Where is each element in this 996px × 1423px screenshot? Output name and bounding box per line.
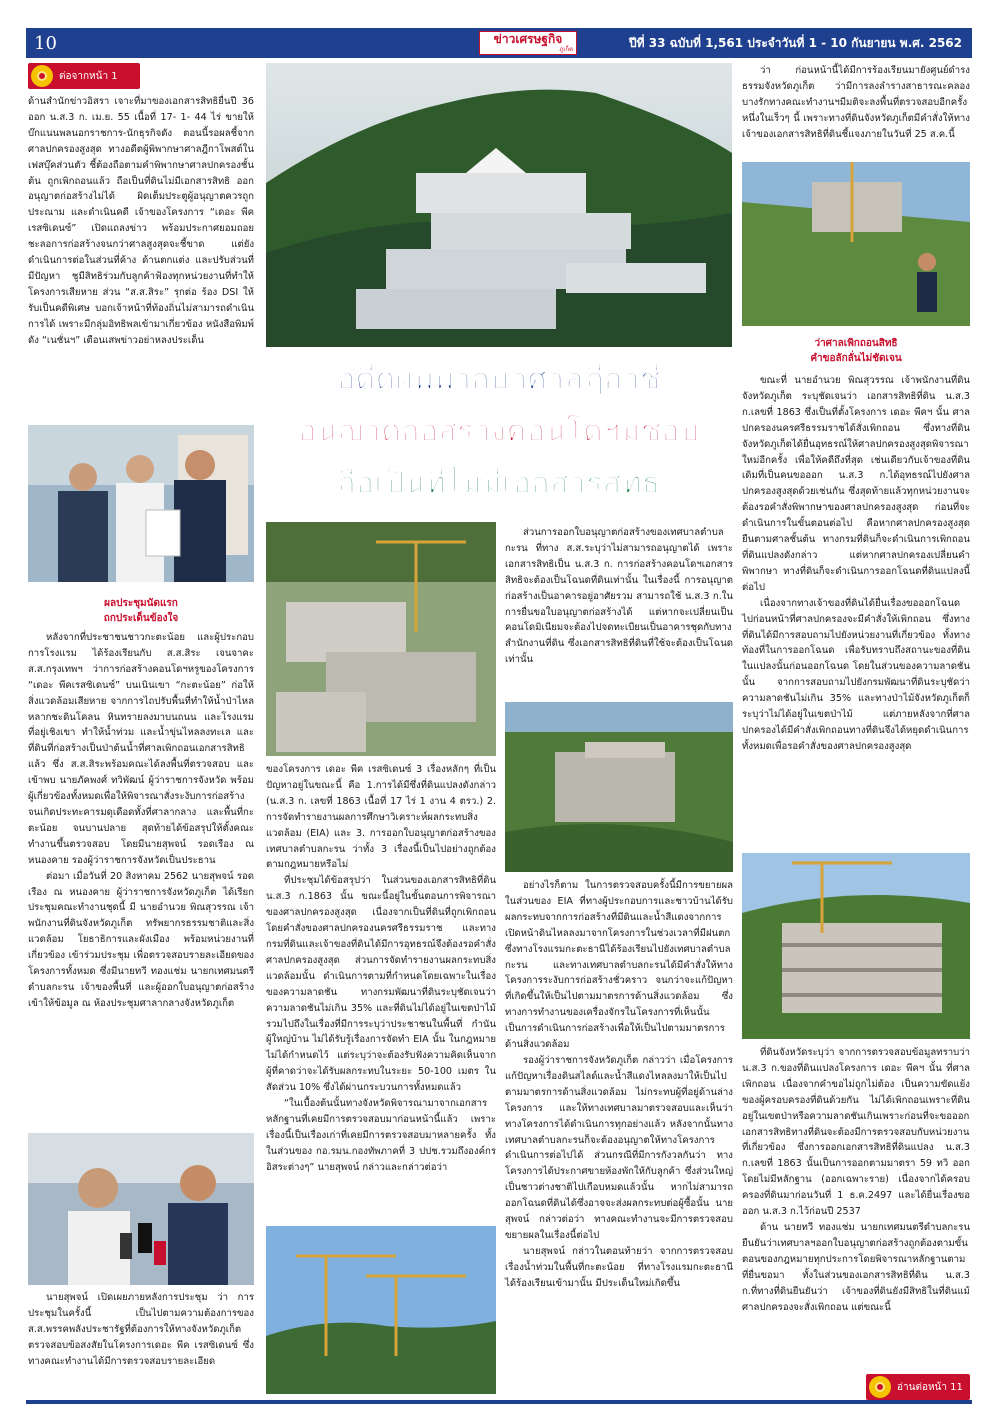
photo-interview bbox=[28, 1133, 254, 1285]
column-3-body bbox=[505, 878, 733, 1292]
body-paragraph: เนื่องจากทางเจ้าของที่ดินได้ยื่นเรื่องขอออกโฉนดไปก่อนหน้าที่ศาลปกครองจะมีคำสั่งให้เพิกถอน ซึ่งทางที่ดินได้มีการสอบถามไปยังหน่วยงานที่เกี่ยวข้อง ทั้งทางท้องที่ในการออกโฉนด เพื่อรับทราบถึงสถานะของที่ดินในแปลงนั้นก่อนออกโฉนด โดยในส่วนของความลาดชันนั้น จากการสอบถามไปยังกรมพัฒนาที่ดินระบุชัดว่าความลาดชันไม่เกิน 35% และทางป่าไม้จังหวัดภูเก็ตก็ระบุว่าไม่ได้อยู่ในเขตป่าไม้ แต่ภายหลังจากที่ศาลปกครองได้มีคำสั่งเพิกถอนทางที่ดินจึงได้หยุดดำเนินการทั้งหมดเพื่อรอคำสั่งของศาลปกครองสูงสุด bbox=[742, 597, 970, 752]
column-1-lead bbox=[28, 94, 254, 349]
page-header bbox=[26, 28, 972, 58]
caption-meeting bbox=[28, 596, 254, 626]
footer-rule bbox=[26, 1400, 972, 1404]
body-paragraph: รองผู้ว่าราชการจังหวัดภูเก็ต กล่าวว่า เมื่อโครงการแก้ปัญหาเรื่องดินสไลด์และน้ำสีแดงไหลลงมาให้เป็นไปตามมาตรการด้านสิ่งแวดล้อม ไม่กระทบผู้ที่อยู่ด้านล่างโครงการ และให้ทางเทศบาลมาตรวจสอบและเห็นว่าทางโครงการได้ดำเนินการทุกอย่างแล้ว หลังจากนั้นทางเทศบาลตำบลกะรนก็จะต้องอนุญาตให้ทางโครงการดำเนินการต่อไปได้ ส่วนกรณีที่มีการกังวลกันว่า ทางโครงการได้ประกาศขายห้องพักให้กับลูกค้า ซึ่งส่วนใหญ่เป็นชาวต่างชาติไปเกือบหมดแล้วนั้น หากไม่สามารถออกโฉนดที่ดินได้ซึ่งอาจจะส่งผลกระทบต่อผู้ซื้อนั้น นายสุพจน์ กล่าวต่อว่า ทางคณะทำงานจะมีการตรวจสอบขยายผลในเรื่องนี้ต่อไป bbox=[505, 1054, 733, 1241]
body-paragraph: ว่า ก่อนหน้านี้ได้มีการร้องเรียนมายังศูนย์ดำรงธรรมจังหวัดภูเก็ต ว่ามีการลงลำรางสาธารณะคลองบางรักทางคณะทำงานฯมีมติจะลงพื้นที่ตรวจสอบอีกครั้งหนึ่งในเร็วๆ นี้ เพราะทางที่ดินจังหวัดภูเก็ตมีคำสั่งให้ทางเจ้าของเอกสารสิทธิที่ดินชี้แจงภายในวันที่ 25 ส.ค.นี้ bbox=[742, 65, 970, 140]
press-conference-image bbox=[28, 425, 254, 582]
condo-building-image bbox=[742, 853, 970, 1039]
cranes-image bbox=[266, 1226, 496, 1394]
masthead-title: ข่าวเศรษฐกิจ bbox=[493, 32, 563, 46]
caption-meeting-line-2: ถกประเด็นข้องใจ bbox=[103, 613, 179, 624]
photo-construction-site-2 bbox=[505, 702, 733, 872]
construction-site-image bbox=[266, 522, 496, 756]
condo-rendering-image bbox=[266, 63, 732, 347]
gear-icon bbox=[31, 65, 53, 87]
column-1-tail bbox=[28, 1290, 254, 1370]
body-paragraph: “ในเบื้องต้นนั้นทางจังหวัดพิจารณามาจากเอกสารหลักฐานที่เคยมีการตรวจสอบมาก่อนหน้านี้แล้ว เพราะเรื่องนี้เป็นเรื่องเก่าที่เคยมีการตรวจสอบมาหลายครั้ง ทั้งในส่วนของ กอ.รมน.กองทัพภาคที่ 3 ปปช.รวมถึงองค์กรอิสระต่างๆ” นายสุพจน์ กล่าวและกล่าวต่อว่า bbox=[266, 1098, 496, 1173]
photo-press-conference bbox=[28, 425, 254, 582]
caption-meeting-line-1: ผลประชุมนัดแรก bbox=[104, 598, 178, 609]
hillside-construction-image bbox=[505, 702, 733, 872]
lead-paragraph: ด้านสำนักข่าวอิสรา เจาะที่มาของเอกสารสิทธิยื่นปี 36 ออก น.ส.3 ก. เม.ย. 55 เนื้อที่ 17- 1- 44 ไร่ ขายให้บ๊กแนนพลนอกราชการ-นักธุรกิจดัง ตอนนี้รอผลชี้จากศาลปกครองสูงสุด ทางอดีตผู้พิพากษาศาลฎีกาโพสต์ในเฟสบุ๊คส่วนตัว ชี้ต้องถือตามคำพิพากษาศาลปกครองชั้นต้น ถูกเพิกถอนแล้ว ถือเป็นที่ดินไม่มีเอกสารสิทธิ ออกอนุญาตก่อสร้างไม่ได้ ผิดเต็มประตูผู้อนุญาตควรถูกประณาม และดำเนินคดี เจ้าของโครงการ “เดอะ พีค เรสซิเดนซ์” เปิดแถลงข่าว พร้อมประกาศยอมถอย ชะลอการก่อสร้างจนกว่าศาลสูงสุดจะชี้ขาด แต่ยังดำเนินการต่อในส่วนที่ค้าง ด้านตกแต่ง และปรับส่วนที่มีปัญหา ชูมีสิทธิร่วมกับลูกค้าฟ้องทุกหน่วยงานที่ทำให้โครงการเสียหาย ส่วน “ส.ส.สิระ” รุกต่อ ร้อง DSI ให้รับเป็นคดีพิเศษ บอกเจ้าหน้าที่ท้องถิ่นไม่สามารถดำเนินการได้ เพราะมีกลุ่มอิทธิพลเข้ามาเกี่ยวข้อง หนังสือพิมพ์ดัง “เนชั่นฯ” เตือนเสพข่าวอย่าหลงประเด็น bbox=[28, 96, 254, 346]
column-1-body bbox=[28, 630, 254, 1012]
gear-icon bbox=[869, 1376, 891, 1398]
body-paragraph: ต่อมา เมื่อวันที่ 20 สิงหาคม 2562 นายสุพจน์ รอดเรือง ณ หนองคาย ผู้ว่าราชการจังหวัดภูเก็ต ได้เรียกประชุมคณะทำงานชุดนี้ มี นายอำนวย พิณสุวรรณ เจ้าพนักงานที่ดินจังหวัดภูเก็ต ทรัพยากรธรรมชาติและสิ่งแวดล้อม โยธาธิการและผังเมือง พร้อมหน่วยงานที่เกี่ยวข้อง เข้าร่วมประชุม เพื่อตรวจสอบรายละเอียดของโครงการทั้งหมด ซึ่งมีนายทวี ทองแช่ม นายกเทศมนตรีตำบลกะรน เจ้าของพื้นที่ และผู้ออกใบอนุญาตก่อสร้าง เข้าให้ข้อมูล ณ ห้องประชุมศาลากลางจังหวัดภูเก็ต bbox=[28, 870, 254, 1009]
continued-from-label: ต่อจากหน้า 1 bbox=[59, 70, 118, 82]
column-4-tail bbox=[742, 1045, 970, 1315]
body-paragraph: นายสุพจน์ กล่าวในตอนท้ายว่า จากการตรวจสอบเรื่องน้ำท่วมในพื้นที่กะตะน้อย ที่ทางโรงแรมกะตะธานีได้ร้องเรียนเข้ามานั้น มีประเด็นใหม่เกิดขึ้น bbox=[505, 1245, 733, 1289]
masthead-logo bbox=[479, 31, 577, 55]
headline-line-2: อนุญาตก่อสร้างคอนโดฯมิชอบ bbox=[298, 414, 700, 449]
masthead-subtitle: ภูเก็ต bbox=[559, 46, 573, 53]
body-paragraph: ด้าน นายทวี ทองแช่ม นายกเทศมนตรีตำบลกะรน ยืนยันว่าเทศบาลฯออกใบอนุญาตก่อสร้างถูกต้องตามขั้นตอนของกฎหมายทุกประการโดยพิจารณาหลักฐานตามที่ยื่นขอมา ทั้งในส่วนของเอกสารสิทธิที่ดิน น.ส.3 ก.ที่ทางที่ดินยืนยันว่า เจ้าของที่ดินยังมีสิทธิในที่ดินแม้ศาลปกครองจะสั่งเพิกถอน แต่ขณะนี้ bbox=[742, 1221, 970, 1313]
headline bbox=[266, 354, 732, 510]
body-paragraph: ของโครงการ เดอะ พีค เรสซิเดนซ์ 3 เรื่องหลักๆ ที่เป็นปัญหาอยู่ในขณะนี้ คือ 1.การได้มีซึ่งที่ดินแปลงดังกล่าว (น.ส.3 ก. เลขที่ 1863 เนื้อที่ 17 ไร่ 1 งาน 4 ตรว.) 2. การจัดทำรายงานผลการศึกษาวิเคราะห์ผลกระทบสิ่งแวดล้อม (EIA) และ 3. การออกใบอนุญาตก่อสร้างของเทศบาลตำบลกะรน ว่าทั้ง 3 เรื่องนี้เป็นไปอย่างถูกต้องตามกฎหมายหรือไม่ bbox=[266, 764, 496, 871]
body-paragraph: หลังจากที่ประชาชนชาวกะตะน้อย และผู้ประกอบการโรงแรม ได้ร้องเรียนกับ ส.ส.สิระ เจนจาคะ ส.ส.กรุงเทพฯ ว่าการก่อสร้างคอนโดฯหรูของโครงการ “เดอะ พีคเรสซิเดนซ์” บนเนินเขา “กะตะน้อย” ก่อให้สิ่งแวดล้อมเสียหาย จากการไถปรับพื้นที่ทำให้น้ำป่าไหลหลากชะดินโคลน หินทรายลงมาบนถนน และโรงแรม ที่อยู่เชิงเขา ทำให้น้ำท่วม และน้ำขุ่นไหลลงทะเล และที่ดินที่ก่อสร้างเป็นป่าต้นน้ำที่ศาลเพิกถอนเอกสารสิทธิแล้ว ซึ่ง ส.ส.สิระพร้อมคณะได้ลงพื้นที่ตรวจสอบ และเข้าพบ นายภัคพงศ์ ทวิพัฒน์ ผู้ว่าราชการจังหวัด พร้อมผู้เกี่ยวข้องทั้งหมดเพื่อให้พิจารณาสั่งระงับการก่อสร้าง จนเกิดประทะคารมดุเดือดทั้งที่ศาลากลาง และพื้นที่กะตะน้อย จนบานปลาย สุดท้ายได้ข้อสรุปให้ตั้งคณะทำงานขึ้นตรวจสอบ โดยมีนายสุพจน์ รอดเรือง ณ หนองคาย รองผู้ว่าราชการจังหวัดเป็นประธาน bbox=[28, 632, 254, 866]
photo-official-at-site bbox=[742, 162, 970, 326]
photo-construction-site-1 bbox=[266, 522, 496, 756]
caption-lawyer-line-2: คำขอลักลั่นไม่ชัดเจน bbox=[810, 353, 902, 364]
interview-image bbox=[28, 1133, 254, 1285]
body-paragraph: ที่ประชุมได้ข้อสรุปว่า ในส่วนของเอกสารสิทธิที่ดิน น.ส.3 ก.1863 นั้น ขณะนี้อยู่ในขั้นตอนการพิจารณาของศาลปกครองสูงสุด เนื่องจากเป็นที่ดินที่ถูกเพิกถอนโดยคำสั่งของศาลปกครองนครศรีธรรมราช และทางกรมที่ดินและเจ้าของที่ดินได้มีการอุทธรณ์จึงต้องรอคำสั่งศาลปกครองสูงสุด ส่วนการจัดทำรายงานผลกระทบสิ่งแวดล้อมนั้น ดำเนินการตามที่กำหนดโดยเฉพาะในเรื่องของความลาดชัน ทางกรมพัฒนาที่ดินระบุชัดเจนว่า ความลาดชันไม่เกิน 35% และที่ดินไม่ได้อยู่ในเขตป่าไม้ รวมไปถึงในเรื่องที่มีการระบุว่าประชาชนในพื้นที่ กำนัน ผู้ใหญ่บ้าน ไม่ได้รับรู้เรื่องการจัดทำ EIA นั้น ในกฎหมายไม่ได้กำหนดไว้ แต่ระบุว่าจะต้องรับฟังความคิดเห็นจากผู้ที่คาดว่าจะได้รับผลกระทบในระยะ 50-100 เมตร ในสัดส่วน 10% ซึ่งได้ผ่านกระบวนการทั้งหมดแล้ว bbox=[266, 875, 496, 1094]
body-paragraph: ขณะที่ นายอำนวย พิณสุวรรณ เจ้าพนักงานที่ดินจังหวัดภูเก็ต ระบุชัดเจนว่า เอกสารสิทธิที่ดิน น.ส.3 ก.เลขที่ 1863 ซึ่งเป็นที่ตั้งโครงการ เดอะ พีคฯ นั้น ศาลปกครองนครศรีธรรมราชได้สั่งเพิกถอน ซึ่งทางที่ดินจังหวัดภูเก็ตได้ยื่นอุทธรณ์ให้ศาลปกครองสูงสุดพิจารณาใหม่อีกครั้ง เพื่อให้คดีถึงที่สุด เช่นเดียวกับเจ้าของที่ดินเดิมที่เป็นคนขอออก น.ส.3 ก.ได้อุทธรณ์ไปยังศาลปกครองสูงสุดด้วยเช่นกัน ซึ่งสุดท้ายแล้วทุกหน่วยงานจะต้องรอคำสั่งพิพากษาของศาลปกครองสูงสุด ก่อนที่จะดำเนินการในขั้นตอนต่อไป คือหากศาลปกครองสูงสุดยืนตามศาลชั้นต้น ทางกรมที่ดินก็จะดำเนินการเพิกถอนที่ดินแปลงดังกล่าว แต่หากศาลปกครองเปลี่ยนคำพิพากษา ทางที่ดินก็จะดำเนินการออกโฉนดที่ดินแปลงนี้ต่อไป bbox=[742, 375, 970, 593]
issue-info: ปีที่ 33 ฉบับที่ 1,561 ประจำวันที่ 1 - 10 กันยายน พ.ศ. 2562 bbox=[629, 35, 962, 50]
page-number: 10 bbox=[34, 32, 57, 54]
column-4-top bbox=[742, 63, 970, 143]
headline-line-1: อดีตผู้พิพากษาศาลฎีกาชี้ bbox=[336, 362, 662, 397]
hero-project-rendering bbox=[266, 63, 732, 347]
caption-lawyer bbox=[742, 336, 970, 366]
official-at-site-image bbox=[742, 162, 970, 326]
body-paragraph: ส่วนการออกใบอนุญาตก่อสร้างของเทศบาลตำบลกะรน ที่ทาง ส.ส.ระบุว่าไม่สามารถอนุญาตได้ เพราะเอกสารสิทธิเป็น น.ส.3 ก. การก่อสร้างคอนโดฯเอกสารสิทธิจะต้องเป็นโฉนดที่ดินเท่านั้น ในเรื่องนี้ การอนุญาตก่อสร้างเป็นอาคารอยู่อาศัยรวม สามารถใช้ น.ส.3 ก.ในการยื่นขอใบอนุญาตก่อสร้างได้ แต่หากจะเปลี่ยนเป็นคอนโดมิเนียมจะต้องไปจดทะเบียนเป็นอาคารชุดกับทางสำนักงานที่ดิน ซึ่งเอกสารสิทธิที่ดินที่ใช้จะต้องเป็นโฉนดเท่านั้น bbox=[505, 527, 733, 666]
photo-condo-building bbox=[742, 853, 970, 1039]
column-4-body bbox=[742, 373, 970, 755]
column-2-body bbox=[266, 762, 496, 1176]
photo-cranes bbox=[266, 1226, 496, 1394]
continued-to-label: อ่านต่อหน้า 11 bbox=[897, 1381, 963, 1393]
column-3-top bbox=[505, 525, 733, 668]
body-paragraph: ที่ดินจังหวัดระบุว่า จากการตรวจสอบข้อมูลทราบว่า น.ส.3 ก.ของที่ดินแปลงโครงการ เดอะ พีคฯ นั้น ที่ศาลเพิกถอน เนื่องจากคำขอไม่ถูกไม่ต้อง เป็นความขัดแย้งของผู้ครอบครองที่ดินด้วยกัน ไม่ได้เพิกถอนเพราะที่ดินอยู่ในเขตป่าหรือความลาดชันเกินเพราะก่อนที่จะขอออกเอกสารสิทธิทางที่ดินจะต้องมีการตรวจสอบกับหน่วยงานที่เกี่ยวข้อง ซึ่งการออกเอกสารสิทธิที่ดินแปลง น.ส.3 ก.เลขที่ 1863 นั้นเป็นการออกตามมาตรา 59 ทวิ ออกโดยไม่มีหลักฐาน (ออกเฉพาะราย) เนื่องจากได้ครอบครองที่ดินมาก่อนวันที่ 1 ธ.ค.2497 และได้ยื่นเรื่องขอออก น.ส.3 ก.ไว้ก่อนปี 2537 bbox=[742, 1047, 970, 1218]
continued-to-tag bbox=[866, 1374, 970, 1400]
continued-from-tag bbox=[28, 63, 140, 89]
headline-line-3: ถือเป็นที่ไม่มีเอกสารสิทธิ bbox=[337, 466, 661, 501]
body-paragraph: อย่างไรก็ตาม ในการตรวจสอบครั้งนี้มีการขยายผลในส่วนของ EIA ที่ทางผู้ประกอบการและชาวบ้านได้รับผลกระทบจากการก่อสร้างที่มีดินและน้ำสีแดงจากการเปิดหน้าดินไหลลงมาจากโครงการในช่วงเวลาที่มีฝนตก ซึ่งทางโรงแรมกะตะธานีได้ร้องเรียนไปยังเทศบาลตำบลกะรน และทางเทศบาลตำบลกะรนได้มีคำสั่งให้ทางโครงการระงับการก่อสร้างชั่วคราว จนกว่าจะแก้ปัญหาที่เกิดขึ้นให้เป็นไปตามมาตรการด้านสิ่งแวดล้อม ซึ่งทางการทำงานของเครื่องจักรในโครงการที่เห็นนั้น เป็นการดำเนินการก่อสร้างเพื่อให้เป็นไปตามมาตรการด้านสิ่งแวดล้อม bbox=[505, 880, 733, 1051]
caption-lawyer-line-1: ว่าศาลเพิกถอนสิทธิ bbox=[814, 338, 898, 349]
body-paragraph: นายสุพจน์ เปิดเผยภายหลังการประชุม ว่า การประชุมในครั้งนี้ เป็นไปตามความต้องการของ ส.ส.พรรคพลังประชารัฐที่ต้องการให้ทางจังหวัดภูเก็ตตรวจสอบข้อสงสัยในโครงการเดอะ พีค เรสซิเดนซ์ ซึ่งทางคณะทำงานได้มีการตรวจสอบรายละเอียด bbox=[28, 1292, 254, 1367]
